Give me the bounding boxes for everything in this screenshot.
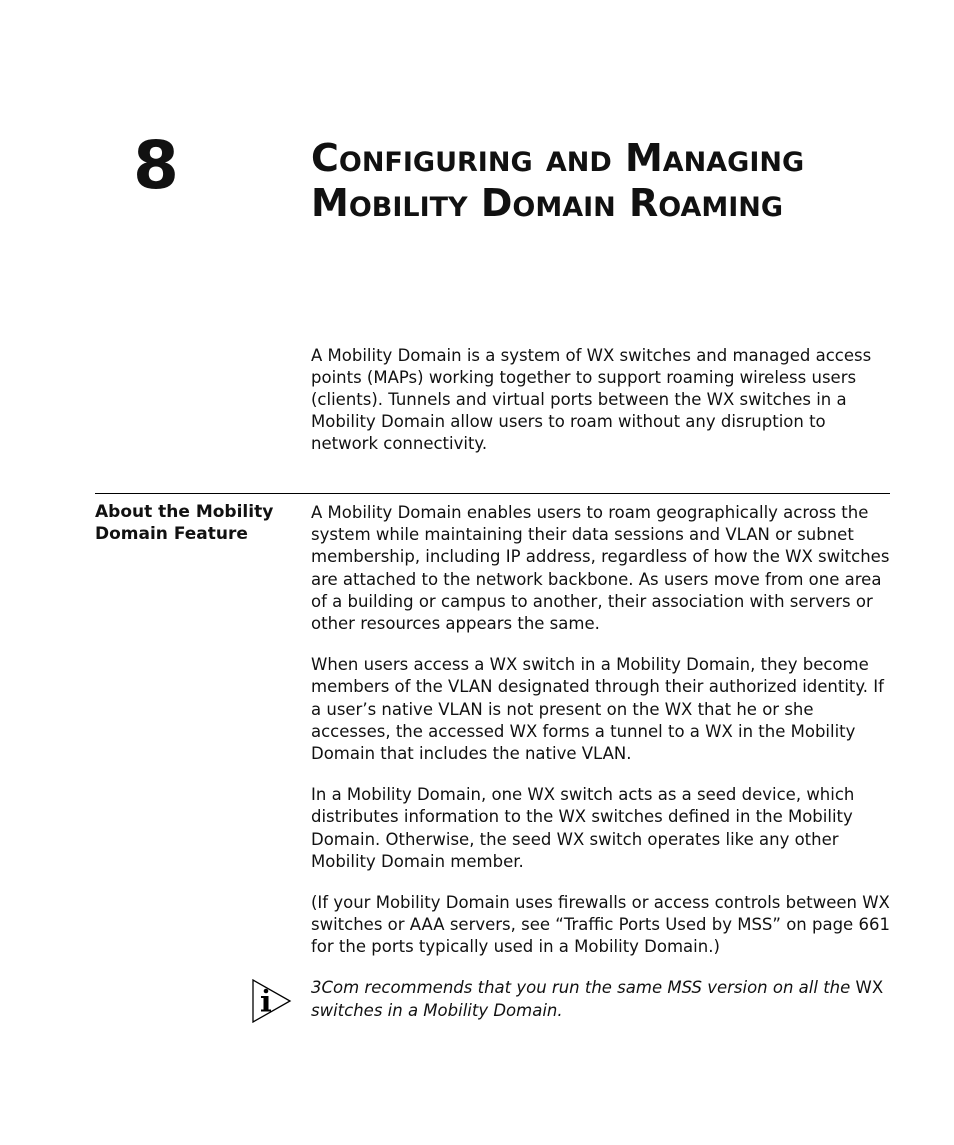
chapter-title-line-1: Configuring and Managing	[311, 136, 805, 180]
note-normal-part: WX	[850, 978, 884, 997]
chapter-title-line-2: Mobility Domain Roaming	[311, 181, 784, 225]
note-text	[311, 977, 896, 1022]
section-heading	[95, 501, 300, 545]
body-paragraph-3: In a Mobility Domain, one WX switch acts as a seed device, which distributes information to the WX switches defined in the Mobility Domain. Otherwise, the seed WX switch operates like any other Mobility Domain member.	[311, 785, 855, 871]
body-paragraph-2: When users access a WX switch in a Mobility Domain, they become members of the VLAN designated through their authorized identity. If a user’s native VLAN is not present on the WX that he or she accesses, the accessed WX forms a tunnel to a WX in the Mobility Domain that includes the native VLAN.	[311, 655, 884, 764]
chapter-title	[311, 136, 931, 226]
section-body	[311, 502, 896, 978]
body-paragraph-1: A Mobility Domain enables users to roam geographically across the system while maintaining their data sessions and VLAN or subnet membership, including IP address, regardless of how the WX switches are attached to the network backbone. As users move from one area of a building or campus to another, their association with servers or other resources appears the same.	[311, 503, 890, 634]
intro-paragraph: A Mobility Domain is a system of WX switches and managed access points (MAPs) working together to support roaming wireless users (clients). Tunnels and virtual ports between the WX switches in a Mobility Domain allow users to roam without any disruption to network connectivity.	[311, 346, 872, 453]
section-heading-line-2: Domain Feature	[95, 524, 248, 544]
info-icon	[252, 979, 292, 1023]
note-italic-part-2: switches in a Mobility Domain.	[311, 1000, 563, 1020]
note-italic-part-1: 3Com recommends that you run the same MSS version on all the	[311, 978, 851, 997]
body-paragraph-4: (If your Mobility Domain uses firewalls or access controls between WX switches or AAA servers, see “Traffic Ports Used by MSS” on page 661 for the ports typically used in a Mobility Domain.)	[311, 893, 890, 957]
section-divider	[95, 493, 890, 494]
section-heading-line-1: About the Mobility	[95, 502, 274, 522]
chapter-number: 8	[133, 127, 178, 204]
